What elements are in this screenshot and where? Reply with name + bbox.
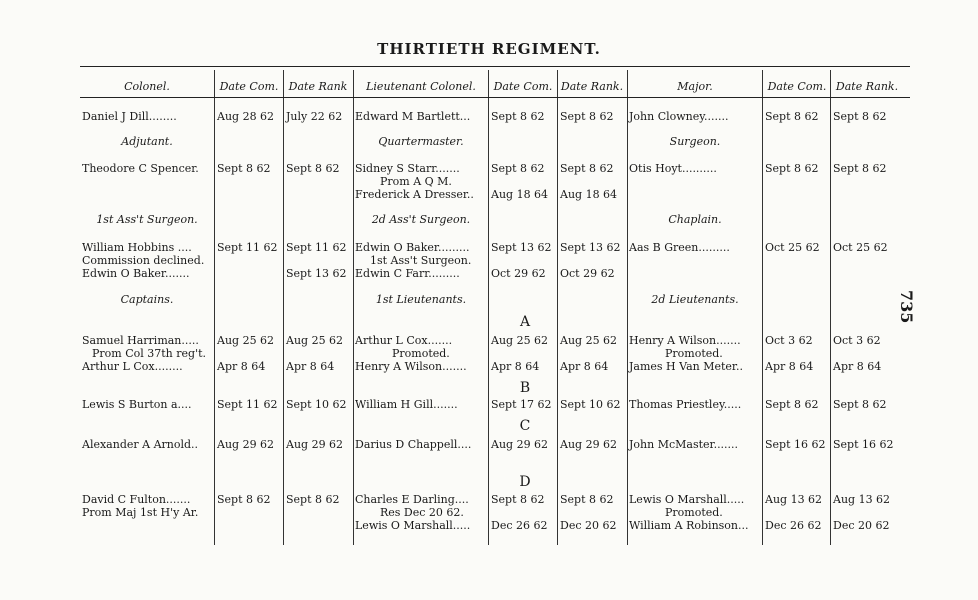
page-title: THIRTIETH REGIMENT. bbox=[377, 40, 601, 58]
subhead-captains: Captains. bbox=[120, 293, 174, 306]
header-lt-colonel: Lieutenant Colonel. bbox=[366, 80, 476, 93]
date-rank: Dec 20 62 bbox=[833, 519, 890, 532]
date-rank: Sept 8 62 bbox=[833, 162, 887, 175]
column-rule bbox=[353, 70, 354, 545]
page-number: 735 bbox=[897, 290, 916, 324]
date-com: Aug 28 62 bbox=[217, 110, 275, 123]
date-rank: Apr 8 64 bbox=[560, 360, 609, 373]
header-date-rank: Date Rank. bbox=[560, 80, 624, 93]
header-date-com: Date Com. bbox=[219, 80, 279, 93]
captain-name: Alexander A Arnold.. bbox=[82, 438, 199, 451]
date-rank: Sept 10 62 bbox=[286, 398, 347, 411]
note: Promoted. bbox=[665, 506, 723, 519]
date-com: Sept 8 62 bbox=[765, 110, 819, 123]
subhead-2d-asst-surgeon: 2d Ass't Surgeon. bbox=[371, 213, 471, 226]
column-rule bbox=[214, 70, 215, 545]
surgeon-name: Edwin C Farr......... bbox=[355, 267, 460, 280]
note: Prom Maj 1st H'y Ar. bbox=[82, 506, 199, 519]
date-rank: Sept 8 62 bbox=[286, 493, 340, 506]
surgeon-name: Otis Hoyt.......... bbox=[629, 162, 717, 175]
date-rank: Sept 8 62 bbox=[560, 162, 614, 175]
date-rank: Sept 13 62 bbox=[286, 267, 347, 280]
surgeon-name: William Hobbins .... bbox=[82, 241, 192, 254]
date-com: Sept 8 62 bbox=[217, 493, 271, 506]
quartermaster-name: Sidney S Starr....... bbox=[355, 162, 460, 175]
subhead-adjutant: Adjutant. bbox=[121, 135, 173, 148]
note: Commission declined. bbox=[82, 254, 205, 267]
header-colonel: Colonel. bbox=[124, 80, 170, 93]
date-com: Aug 18 64 bbox=[491, 188, 549, 201]
date-com: Sept 8 62 bbox=[491, 162, 545, 175]
second-lieutenant-name: Thomas Priestley..... bbox=[629, 398, 742, 411]
date-com: Aug 25 62 bbox=[491, 334, 549, 347]
quartermaster-name: Frederick A Dresser.. bbox=[355, 188, 474, 201]
second-lieutenant-name: Henry A Wilson....... bbox=[629, 334, 741, 347]
company-letter: A bbox=[519, 314, 531, 330]
surgeon-name: Edwin O Baker......... bbox=[355, 241, 470, 254]
subhead-2d-lieutenants: 2d Lieutenants. bbox=[651, 293, 739, 306]
header-date-com: Date Com. bbox=[767, 80, 827, 93]
date-com: Aug 25 62 bbox=[217, 334, 275, 347]
second-lieutenant-name: John McMaster....... bbox=[629, 438, 739, 451]
date-rank: Oct 29 62 bbox=[560, 267, 615, 280]
date-rank: Apr 8 64 bbox=[833, 360, 882, 373]
date-com: Aug 29 62 bbox=[491, 438, 549, 451]
header-rule bbox=[80, 97, 910, 98]
note: Res Dec 20 62. bbox=[380, 506, 464, 519]
subhead-1st-lieutenants: 1st Lieutenants. bbox=[375, 293, 467, 306]
company-letter: C bbox=[519, 418, 531, 434]
date-rank: Aug 25 62 bbox=[286, 334, 344, 347]
captain-name: Arthur L Cox........ bbox=[82, 360, 183, 373]
date-com: Apr 8 64 bbox=[765, 360, 814, 373]
date-com: Sept 8 62 bbox=[491, 110, 545, 123]
colonel-name: Daniel J Dill........ bbox=[82, 110, 177, 123]
first-lieutenant-name: Darius D Chappell.... bbox=[355, 438, 472, 451]
date-rank: Oct 3 62 bbox=[833, 334, 881, 347]
second-lieutenant-name: William A Robinson... bbox=[629, 519, 749, 532]
date-rank: Oct 25 62 bbox=[833, 241, 888, 254]
date-rank: Aug 13 62 bbox=[833, 493, 891, 506]
date-rank: Sept 8 62 bbox=[560, 110, 614, 123]
company-letter: B bbox=[519, 380, 531, 396]
date-rank: Sept 10 62 bbox=[560, 398, 621, 411]
top-rule bbox=[80, 66, 910, 67]
date-com: Oct 25 62 bbox=[765, 241, 820, 254]
header-date-com: Date Com. bbox=[493, 80, 553, 93]
date-com: Sept 8 62 bbox=[765, 398, 819, 411]
first-lieutenant-name: Charles E Darling.... bbox=[355, 493, 469, 506]
chaplain-name: Aas B Green......... bbox=[629, 241, 730, 254]
header-major: Major. bbox=[677, 80, 713, 93]
date-rank: Sept 11 62 bbox=[286, 241, 347, 254]
surgeon-name: Edwin O Baker....... bbox=[82, 267, 190, 280]
note: 1st Ass't Surgeon. bbox=[370, 254, 472, 267]
date-rank: Aug 18 64 bbox=[560, 188, 618, 201]
major-name: John Clowney....... bbox=[629, 110, 729, 123]
date-com: Sept 13 62 bbox=[491, 241, 552, 254]
column-rule bbox=[762, 70, 763, 545]
date-rank: Sept 8 62 bbox=[833, 398, 887, 411]
date-com: Sept 11 62 bbox=[217, 398, 278, 411]
subhead-quartermaster: Quartermaster. bbox=[378, 135, 464, 148]
date-rank: Aug 25 62 bbox=[560, 334, 618, 347]
captain-name: Samuel Harriman..... bbox=[82, 334, 199, 347]
date-rank: Dec 20 62 bbox=[560, 519, 617, 532]
column-rule bbox=[627, 70, 628, 545]
date-rank: Sept 8 62 bbox=[833, 110, 887, 123]
date-com: Dec 26 62 bbox=[765, 519, 822, 532]
date-com: Aug 29 62 bbox=[217, 438, 275, 451]
date-rank: Aug 29 62 bbox=[286, 438, 344, 451]
company-letter: D bbox=[519, 474, 531, 490]
subhead-chaplain: Chaplain. bbox=[668, 213, 722, 226]
lt-colonel-name: Edward M Bartlett... bbox=[355, 110, 471, 123]
date-com: Sept 17 62 bbox=[491, 398, 552, 411]
note: Promoted. bbox=[392, 347, 450, 360]
date-com: Sept 8 62 bbox=[217, 162, 271, 175]
date-com: Oct 3 62 bbox=[765, 334, 813, 347]
date-rank: Sept 8 62 bbox=[560, 493, 614, 506]
second-lieutenant-name: James H Van Meter.. bbox=[629, 360, 743, 373]
header-date-rank: Date Rank. bbox=[835, 80, 899, 93]
captain-name: Lewis S Burton a.... bbox=[82, 398, 192, 411]
note: Prom A Q M. bbox=[380, 175, 452, 188]
date-rank: Sept 8 62 bbox=[286, 162, 340, 175]
date-com: Sept 11 62 bbox=[217, 241, 278, 254]
date-com: Oct 29 62 bbox=[491, 267, 546, 280]
date-com: Dec 26 62 bbox=[491, 519, 548, 532]
first-lieutenant-name: Lewis O Marshall..... bbox=[355, 519, 471, 532]
subhead-1st-asst-surgeon: 1st Ass't Surgeon. bbox=[96, 213, 198, 226]
header-date-rank: Date Rank bbox=[288, 80, 348, 93]
date-com: Sept 8 62 bbox=[765, 162, 819, 175]
second-lieutenant-name: Lewis O Marshall..... bbox=[629, 493, 745, 506]
date-rank: Apr 8 64 bbox=[286, 360, 335, 373]
column-rule bbox=[830, 70, 831, 545]
date-com: Sept 8 62 bbox=[491, 493, 545, 506]
date-com: Apr 8 64 bbox=[491, 360, 540, 373]
date-rank: Sept 16 62 bbox=[833, 438, 894, 451]
first-lieutenant-name: Henry A Wilson....... bbox=[355, 360, 467, 373]
first-lieutenant-name: Arthur L Cox....... bbox=[355, 334, 453, 347]
note: Prom Col 37th reg't. bbox=[92, 347, 207, 360]
column-rule bbox=[283, 70, 284, 545]
first-lieutenant-name: William H Gill....... bbox=[355, 398, 458, 411]
date-rank: Aug 29 62 bbox=[560, 438, 618, 451]
column-rule bbox=[488, 70, 489, 545]
date-com: Sept 16 62 bbox=[765, 438, 826, 451]
date-rank: July 22 62 bbox=[286, 110, 343, 123]
date-rank: Sept 13 62 bbox=[560, 241, 621, 254]
adjutant-name: Theodore C Spencer. bbox=[82, 162, 199, 175]
date-com: Aug 13 62 bbox=[765, 493, 823, 506]
subhead-surgeon: Surgeon. bbox=[669, 135, 721, 148]
note: Promoted. bbox=[665, 347, 723, 360]
captain-name: David C Fulton....... bbox=[82, 493, 191, 506]
date-com: Apr 8 64 bbox=[217, 360, 266, 373]
